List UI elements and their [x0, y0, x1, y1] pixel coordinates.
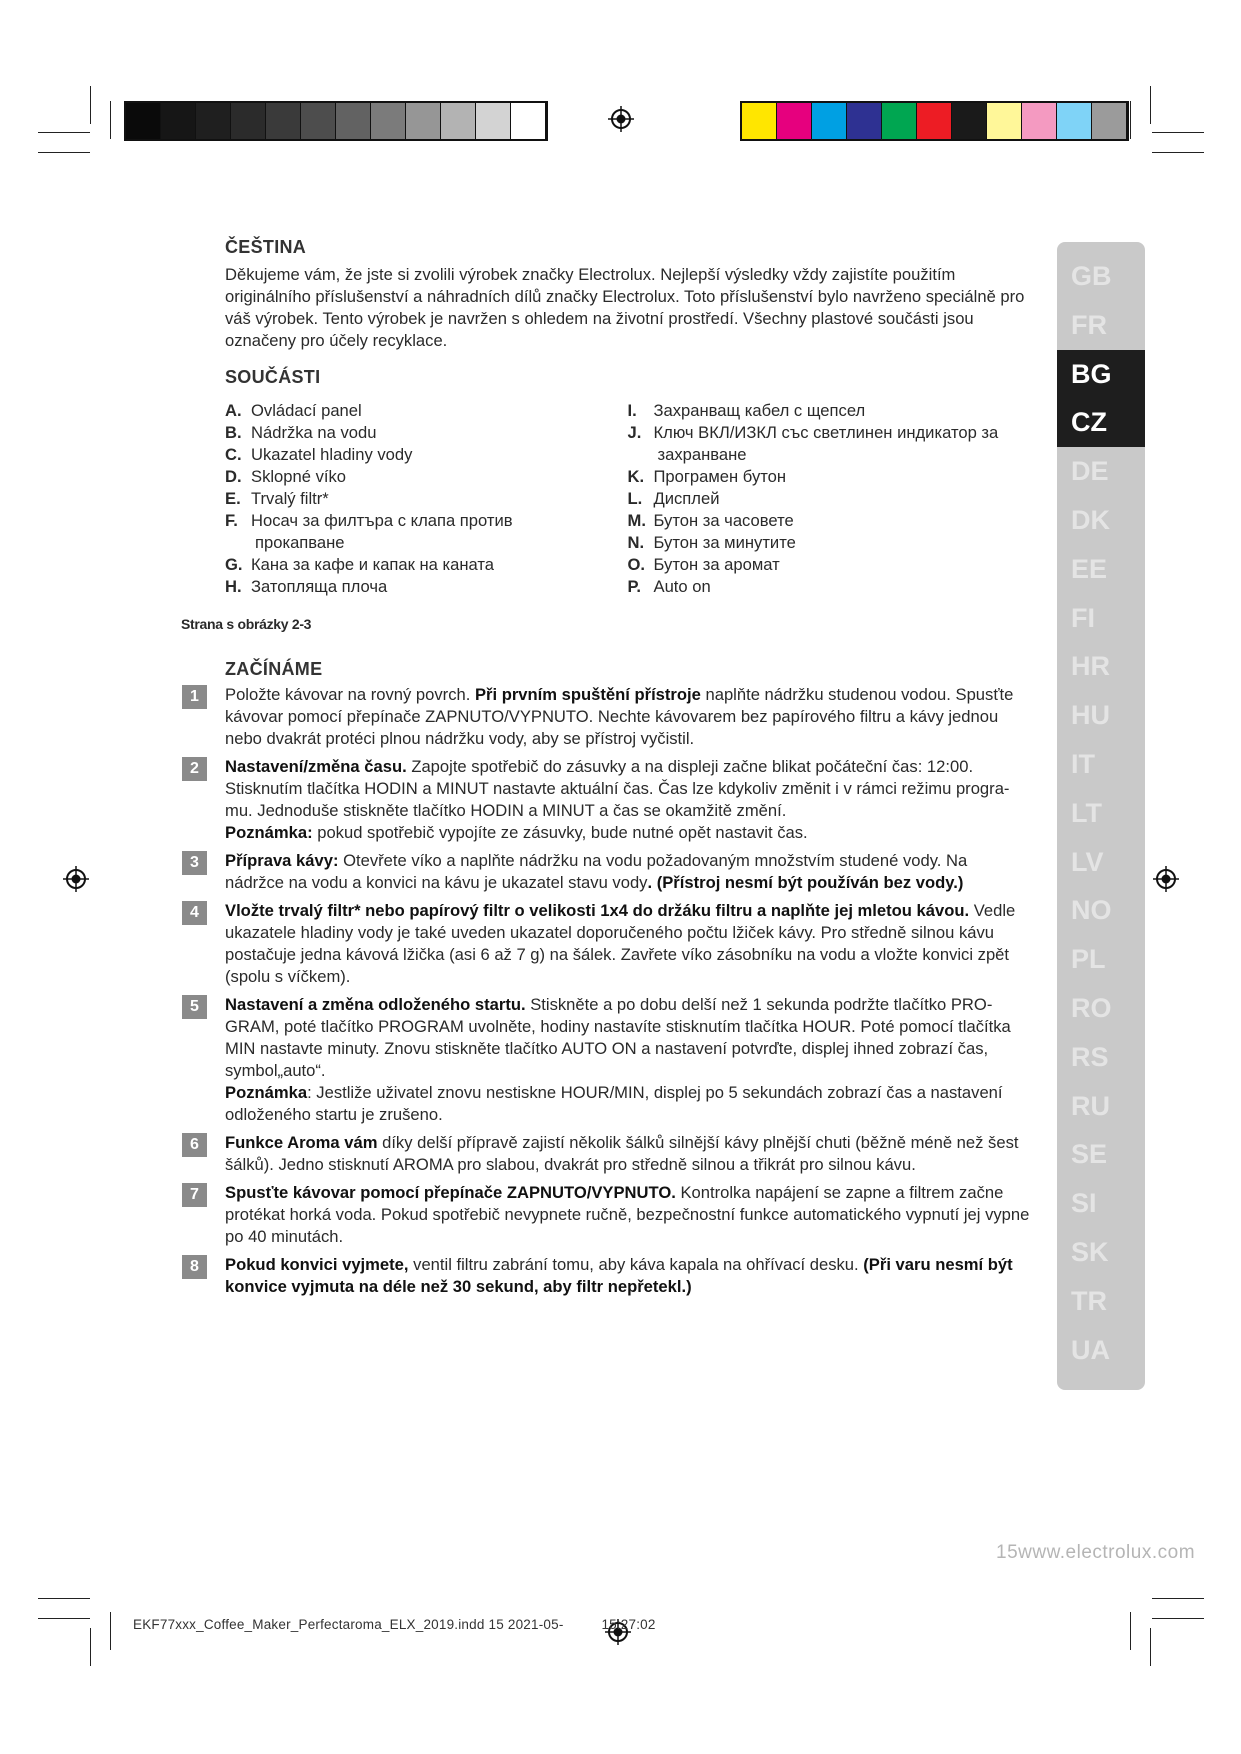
intro-section [225, 236, 1030, 598]
step-plain-text: Vedle ukazatele hladiny vody je také uveden ukazatel doporučeného počtu lžiček kávy. Pro středně silnou kávu postačuje jedna kávová lžička (asi 6 až 7 g) na šálek. Zavřete víko zásobníku na vodu a vložte konvici zpět (spolu s víčkem). [225, 901, 1016, 986]
step-plain-text: pokud spotřebič vypojíte ze zásuvky, bude nutné opět nastavit čas. [312, 823, 808, 842]
figure-reference: Strana s obrázky 2-3 [181, 616, 312, 632]
language-tab-dk[interactable]: DK [1071, 505, 1110, 535]
step-text [225, 1182, 1030, 1248]
process-color-bar [740, 101, 1129, 141]
part-item [225, 576, 628, 598]
part-item [225, 400, 628, 422]
step-item [190, 1182, 1030, 1248]
part-text: Програмен бутон [653, 467, 787, 486]
crop-mark [1130, 1612, 1131, 1650]
parts-list [225, 400, 1030, 598]
language-tab-lv[interactable]: LV [1071, 846, 1104, 877]
step-plain-text: Stiskněte a po dobu delší než 1 sekunda podržte tlačítko PRO-GRAM, poté tlačítko PROGRAM uvolněte, hodiny nastavíte stisknutím tlačítka HOUR. Poté pomocí tlačítka MIN nastavte minuty. Znovu stiskněte tlačítko AUTO ON a nastavení potvrďte, displej ihned zobrazí čas, symbol„auto“. [225, 995, 1011, 1080]
crop-mark [1152, 1598, 1204, 1599]
part-letter: L. [627, 489, 643, 508]
step-number: 5 [182, 995, 207, 1019]
gray-swatch [406, 103, 441, 139]
language-tab-hu[interactable]: HU [1071, 700, 1110, 731]
crop-mark [1152, 132, 1204, 133]
crop-mark [38, 152, 90, 153]
parts-heading: SOUČÁSTI [225, 367, 321, 387]
step-bold-text: Při prvním spuštění přístroje [474, 685, 701, 704]
part-item [628, 576, 1031, 598]
language-tab-lt[interactable]: LT [1071, 797, 1102, 828]
part-item [628, 532, 1031, 554]
slug-file: EKF77xxx_Coffee_Maker_Perfectaroma_ELX_2019.indd 15 [133, 1617, 504, 1632]
step-item [190, 994, 1030, 1126]
part-text: Ukazatel hladiny vody [251, 445, 413, 464]
part-item [225, 466, 628, 488]
language-tab-ua[interactable]: UA [1071, 1334, 1110, 1365]
part-letter: K. [627, 467, 645, 486]
part-text: Бутон за часовете [653, 511, 794, 530]
part-item [628, 444, 1031, 466]
part-letter: O. [627, 555, 646, 574]
step-bold-text: . (Přístroj nesmí být používán bez vody.) [647, 873, 964, 892]
step-text [225, 850, 1030, 894]
part-letter: F. [225, 511, 238, 530]
part-letter: J. [627, 423, 642, 442]
gray-swatch [161, 103, 196, 139]
step-number: 1 [182, 685, 207, 709]
part-letter: I. [627, 401, 637, 420]
step-item [190, 900, 1030, 988]
step-text [225, 1132, 1030, 1176]
part-text: Auto on [653, 577, 711, 596]
step-plain-text: Otevřete víko a naplňte nádržku na vodu požadovaným množstvím studené vody. Na nádržce na vodu a konvici na kávu je ukazatel stavu vody [225, 851, 968, 892]
color-swatch [917, 103, 952, 139]
part-item [225, 554, 628, 576]
part-text: Затопляща плоча [251, 577, 388, 596]
gray-swatch [441, 103, 476, 139]
language-heading: ČEŠTINA [225, 237, 307, 257]
step-plain-text: ventil filtru zabrání tomu, aby káva kapala na ohřívací desku. [408, 1255, 864, 1274]
language-tab-bg[interactable]: BG [1057, 350, 1145, 399]
part-item [628, 554, 1031, 576]
color-swatch [742, 103, 777, 139]
step-bold-text: Pokud konvici vyjmete, [225, 1255, 409, 1274]
footer-page-url: 15www.electrolux.com [996, 1542, 1196, 1563]
part-text: Ovládací panel [251, 401, 362, 420]
step-plain-text: naplňte nádržku studenou vodou. Spusťte kávovar pomocí přepínače ZAPNUTO/VYPNUTO. Nechte kávovarem bez papírového filtru a kávy jednou nebo dvakrát protéci plnou nádržku vody, aby se přístroj vyčistil. [225, 685, 1014, 748]
step-number: 4 [182, 901, 207, 925]
part-item [628, 466, 1031, 488]
part-text: Trvalý filtr* [251, 489, 329, 508]
language-tab-tr[interactable]: TR [1071, 1285, 1107, 1316]
grayscale-color-bar [124, 101, 548, 141]
part-letter: E. [225, 489, 241, 508]
color-swatch [1057, 103, 1092, 139]
step-item [190, 1132, 1030, 1176]
part-text: Ключ ВКЛ/ИЗКЛ със светлинен индикатор за [653, 423, 999, 442]
part-item [225, 532, 628, 554]
color-swatch [952, 103, 987, 139]
language-tab-rs[interactable]: RS [1071, 1041, 1109, 1072]
part-item [628, 400, 1031, 422]
language-tab-fi[interactable]: FI [1071, 602, 1095, 633]
color-swatch [987, 103, 1022, 139]
part-letter: H. [225, 577, 242, 596]
color-swatch [1092, 103, 1127, 139]
language-tab-fr[interactable]: FR [1071, 309, 1107, 340]
language-tab-ee[interactable]: EE [1071, 553, 1108, 584]
step-bold-text: Příprava kávy: [225, 851, 339, 870]
slug-date: 2021-05- [507, 1617, 564, 1632]
gray-swatch [371, 103, 406, 139]
step-item [190, 756, 1030, 844]
gray-swatch [266, 103, 301, 139]
step-bold-text: Poznámka [225, 1083, 308, 1102]
gray-swatch [196, 103, 231, 139]
part-item [225, 422, 628, 444]
color-swatch [847, 103, 882, 139]
parts-column-right [628, 400, 1031, 598]
color-swatch [812, 103, 847, 139]
part-text: Sklopné víko [251, 467, 347, 486]
step-item [190, 1254, 1030, 1298]
step-bold-text: Funkce Aroma vám [225, 1133, 378, 1152]
part-text: прокапване [255, 533, 345, 552]
crop-mark [1150, 86, 1151, 124]
start-heading: ZAČÍNÁME [225, 659, 323, 679]
gray-swatch [231, 103, 266, 139]
step-bold-text: Vložte trvalý filtr* nebo papírový filtr o velikosti 1x4 do držáku filtru a naplňte jej mletou kávou. [225, 901, 970, 920]
part-letter: P. [627, 577, 642, 596]
language-tab-gb[interactable]: GB [1071, 261, 1112, 291]
part-text: Дисплей [653, 489, 720, 508]
step-number: 7 [182, 1183, 207, 1207]
registration-mark-icon [63, 866, 89, 892]
crop-mark [1152, 152, 1204, 153]
steps-list [190, 684, 1030, 1298]
step-plain-text: Kontrolka napájení se zapne a filtrem začne protékat horká voda. Pokud spotřebič nevypnete ručně, bezpečnostní funkce automatického vypnutí jej vypne po 40 minutách. [225, 1183, 1030, 1246]
print-slug [133, 1617, 656, 1632]
language-tab-ro[interactable]: RO [1071, 993, 1112, 1023]
step-bold-text: Poznámka: [225, 823, 313, 842]
part-item [628, 488, 1031, 510]
part-text: Бутон за аромат [653, 555, 780, 574]
step-text [225, 1254, 1030, 1298]
registration-mark-icon [608, 106, 634, 132]
crop-mark [110, 101, 111, 139]
crop-mark [38, 1598, 90, 1599]
gray-swatch [301, 103, 336, 139]
step-bold-text: Spusťte kávovar pomocí přepínače ZAPNUTO/VYPNUTO. [225, 1183, 676, 1202]
language-tab-pl[interactable]: PL [1071, 944, 1106, 975]
color-swatch [777, 103, 812, 139]
step-bold-text: Nastavení a změna odloženého startu. [225, 995, 526, 1014]
part-item [225, 444, 628, 466]
language-tab-se[interactable]: SE [1071, 1139, 1108, 1170]
crop-mark [38, 1618, 90, 1619]
part-text: Бутон за минутите [653, 533, 796, 552]
step-plain-text: : Jestliže uživatel znovu nestiskne HOUR/MIN, displej po 5 sekundách zobrazí čas a nastavení odloženého startu je zrušeno. [225, 1083, 1003, 1124]
crop-mark [1152, 1618, 1204, 1619]
step-item [190, 850, 1030, 894]
gray-swatch [336, 103, 371, 139]
language-tab-no[interactable]: NO [1071, 895, 1112, 926]
language-tab-it[interactable]: IT [1071, 749, 1095, 779]
language-tab-si[interactable]: SI [1071, 1188, 1097, 1219]
part-text: Кана за кафе и капак на каната [251, 555, 495, 574]
part-text: Носач за филтъра с клапа против [251, 511, 513, 530]
part-item [225, 510, 628, 532]
step-number: 8 [182, 1255, 207, 1279]
crop-mark [90, 1628, 91, 1666]
step-text [225, 994, 1030, 1126]
part-item [628, 510, 1031, 532]
crop-mark [90, 86, 91, 124]
step-text [225, 900, 1030, 988]
crop-mark [110, 1612, 111, 1650]
color-swatch [1022, 103, 1057, 139]
step-text [225, 756, 1030, 844]
language-tab-hr[interactable]: HR [1071, 651, 1110, 682]
step-plain-text: Položte kávovar na rovný povrch. [225, 685, 475, 704]
part-letter: M. [627, 511, 646, 530]
intro-paragraph: Děkujeme vám, že jste si zvolili výrobek značky Electrolux. Nejlepší výsledky vždy zajistíte použitím originálního příslušenství a náhradních dílů značky Electrolux. Toto příslušenství bylo navrženo speciálně pro váš výrobek. Tento výrobek je navržen s ohledem na životní prostředí. Všechny plastové součásti jsou označeny pro účely recyklace. [225, 265, 1025, 350]
crop-mark [38, 132, 90, 133]
registration-mark-icon [1153, 866, 1179, 892]
gray-swatch [511, 103, 546, 139]
part-letter: N. [627, 533, 645, 552]
part-item [225, 488, 628, 510]
step-item [190, 684, 1030, 750]
part-text: Nádržka na vodu [251, 423, 377, 442]
step-plain-text: Zapojte spotřebič do zásuvky a na displeji začne blikat počáteční čas: 12:00. Stisknutím tlačítka HODIN a MINUT nastavte aktuální čas. Čas lze kdykoliv změnit i v rámci režimu progra-mu. Jednoduše stiskněte tlačítko HODIN a MINUT a čas se okamžitě změní. [225, 757, 1010, 820]
step-number: 3 [182, 851, 207, 875]
part-letter: A. [225, 401, 242, 420]
crop-mark [1150, 1628, 1151, 1666]
color-swatch [882, 103, 917, 139]
parts-column-left [225, 400, 628, 598]
part-item [628, 422, 1031, 444]
step-number: 2 [182, 757, 207, 781]
step-text [225, 684, 1030, 750]
part-letter: C. [225, 445, 242, 464]
language-tab-cz[interactable]: CZ [1057, 398, 1145, 447]
part-letter: G. [225, 555, 243, 574]
language-tab-de[interactable]: DE [1071, 456, 1109, 487]
step-plain-text: díky delší přípravě zajistí několik šálků silnější kávy plnější chuti (běžně méně než šest šálků). Jedno stisknutí AROMA pro slabou, dvakrát pro středně silnou a třikrát pro silnou kávu. [225, 1133, 1019, 1174]
step-bold-text: (Při varu nesmí být konvice vyjmuta na déle než 30 sekund, aby filtr nepřetekl.) [225, 1255, 1013, 1296]
gray-swatch [126, 103, 161, 139]
language-tab-ru[interactable]: RU [1071, 1090, 1110, 1121]
gray-swatch [476, 103, 511, 139]
part-text: Захранващ кабел с щепсел [653, 401, 866, 420]
step-number: 6 [182, 1133, 207, 1157]
slug-time: 15:27:02 [601, 1617, 656, 1632]
language-tab-sk[interactable]: SK [1071, 1237, 1109, 1267]
getting-started-section [190, 658, 1030, 1304]
part-letter: D. [225, 467, 242, 486]
part-letter: B. [225, 423, 242, 442]
crop-mark [1130, 101, 1131, 139]
part-text: захранване [657, 445, 747, 464]
step-bold-text: Nastavení/změna času. [225, 757, 407, 776]
